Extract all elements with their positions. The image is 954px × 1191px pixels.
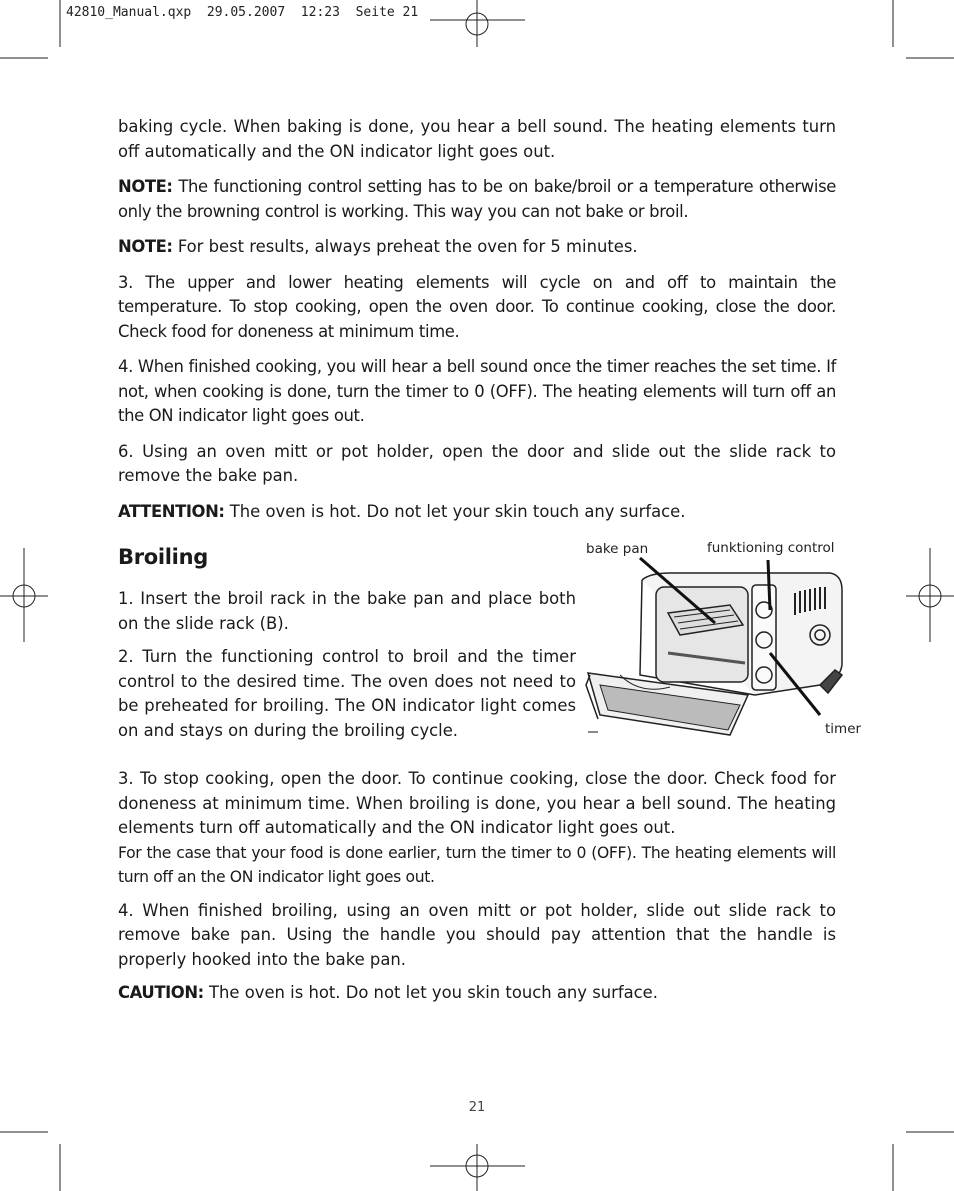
- broil-step-3: 3. To stop cooking, open the door. To continue cooking, close the door. Check food for doneness at minimum time. When broiling is done, you hear a bell sound. The heating elements turn off automatically and the ON indicator light goes out.: [118, 769, 836, 837]
- broil-step-1: 1. Insert the broil rack in the bake pan and place both on the slide rack (B).: [118, 589, 576, 633]
- attention-label: ATTENTION:: [118, 501, 225, 521]
- note-label: NOTE:: [118, 237, 173, 256]
- oven-drawing: [580, 535, 870, 745]
- broil-step-3b: For the case that your food is done earlier, turn the timer to 0 (OFF). The heating elements will turn off an the ON indicator light goes out.: [118, 843, 836, 886]
- label-functioning-control: funktioning control: [707, 540, 835, 556]
- note-label: NOTE:: [118, 177, 173, 196]
- note-paragraph: [118, 175, 836, 224]
- step-4: 4. When finished cooking, you will hear a bell sound once the timer reaches the set time. If not, when cooking is done, turn the timer to 0 (OFF). The heating elements will turn off an the ON indicator light goes out.: [118, 357, 836, 425]
- broil-step-2: 2. Turn the functioning control to broil and the timer control to the desired time. The oven does not need to be preheated for broiling. The ON indicator light comes on and stays on during the broiling cycle.: [118, 647, 576, 740]
- caution-paragraph: [118, 981, 836, 1006]
- broiling-steps-upper: [118, 587, 576, 743]
- attention-text: The oven is hot. Do not let your skin touch any surface.: [229, 501, 686, 521]
- broil-step-4: 4. When finished broiling, using an oven mitt or pot holder, slide out slide rack to remove bake pan. Using the handle you should pay attention that the handle is properly hooked into the bake pan.: [118, 900, 836, 969]
- attention-paragraph: [118, 500, 836, 525]
- body-top: [118, 115, 836, 524]
- paragraph: baking cycle. When baking is done, you hear a bell sound. The heating elements turn off automatically and the ON indicator light goes out.: [118, 117, 836, 161]
- broiling-steps-lower: [118, 767, 836, 1006]
- registration-mark-top: [430, 0, 525, 47]
- print-slug: 42810_Manual.qxp 29.05.2007 12:23 Seite 21: [66, 5, 419, 20]
- label-timer: timer: [825, 721, 862, 737]
- label-bake-pan: bake pan: [586, 541, 649, 557]
- registration-mark-bottom: [430, 1144, 525, 1191]
- section-heading: Broiling: [118, 545, 208, 569]
- step-6: 6. Using an oven mitt or pot holder, open the door and slide out the slide rack to remove the bake pan.: [118, 441, 836, 485]
- caution-text: The oven is hot. Do not let you skin touch any surface.: [209, 983, 658, 1002]
- note-paragraph: [118, 235, 836, 260]
- step-3: 3. The upper and lower heating elements will cycle on and off to maintain the temperature. To stop cooking, open the oven door. To continue cooking, close the door. Check food for doneness at minimum time.: [118, 272, 836, 341]
- note-text: The functioning control setting has to be on bake/broil or a temperature otherwise only the browning control is working. This way you can not bake or broil.: [118, 177, 836, 221]
- caution-label: CAUTION:: [118, 983, 204, 1002]
- page-number: 21: [468, 1100, 486, 1115]
- note-text: For best results, always preheat the oven for 5 minutes.: [177, 237, 638, 256]
- registration-mark-right: [906, 548, 954, 642]
- registration-mark-left: [0, 548, 48, 642]
- toaster-oven-illustration: [580, 535, 870, 745]
